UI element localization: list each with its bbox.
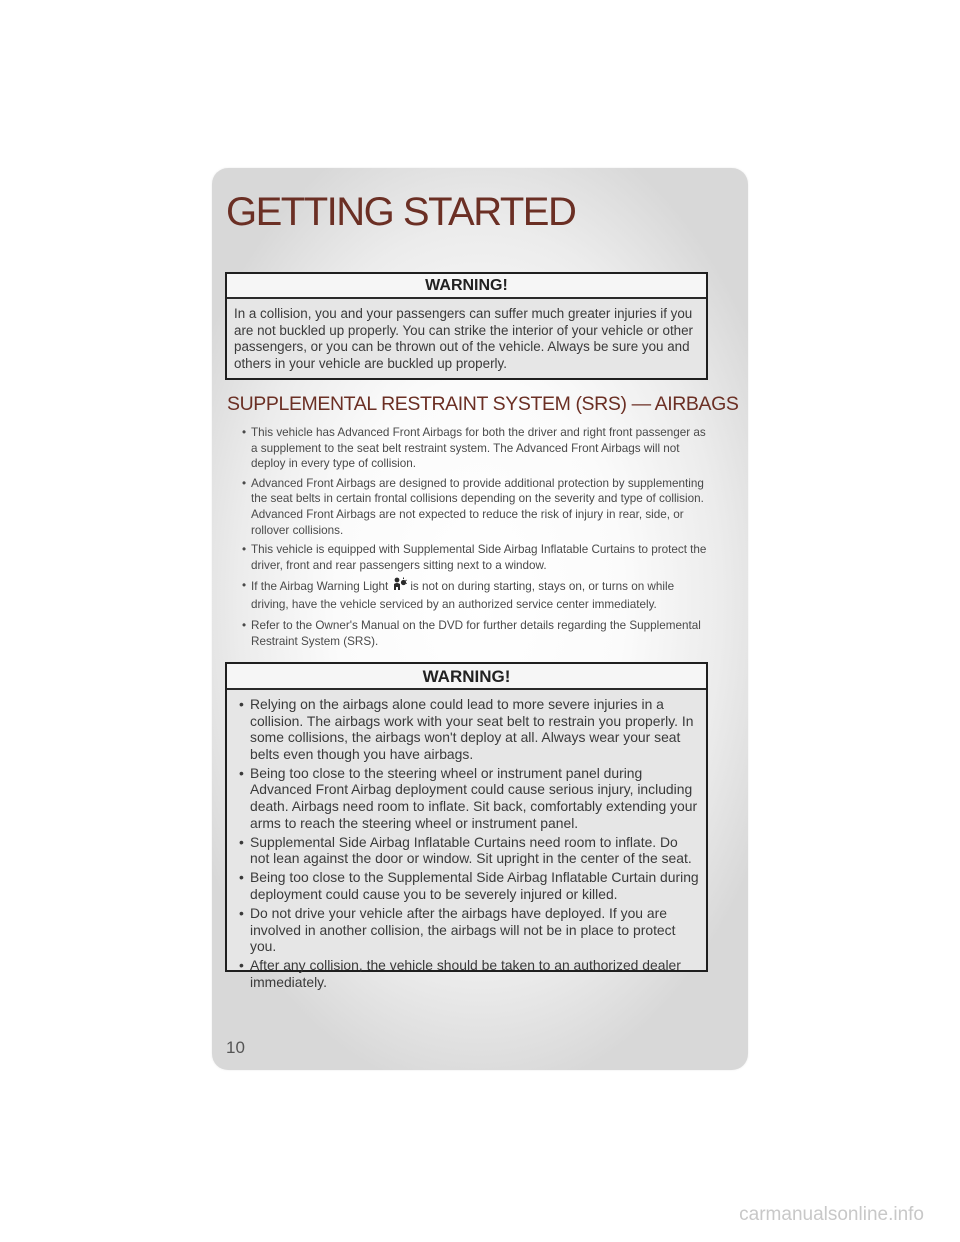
srs-bullet-list	[228, 425, 708, 654]
list-item-text: This vehicle is equipped with Supplemental Side Airbag Inflatable Curtains to protect the driver, front and rear passengers sitting next to a window.	[251, 543, 707, 572]
list-item: • Relying on the airbags alone could lead to more severe injuries in a collision. The airbags work with your seat belt to restrain you properly. In some collisions, the airbags won't deploy at all. Always wear your seat belts even though you have airbags.	[239, 696, 694, 762]
warning-bullet-list	[227, 690, 706, 991]
warning-text: In a collision, you and your passengers can suffer much greater injuries if you are not buckled up properly. You can strike the interior of your vehicle or other passengers, or you can be thrown out of the vehicle. Always be sure you and others in your vehicle are buckled up properly.	[234, 306, 694, 372]
list-item-text: Being too close to the steering wheel or instrument panel during Advanced Front Airbag deployment could cause serious injury, including death. Airbags need room to inflate. Sit back, comfortably extending your arms to reach the steering wheel or instrument panel.	[250, 764, 698, 831]
list-item: • This vehicle is equipped with Supplemental Side Airbag Inflatable Curtains to protect the driver, front and rear passengers sitting next to a window.	[242, 543, 707, 572]
list-item-text: This vehicle has Advanced Front Airbags for both the driver and right front passenger as a supplement to the seat belt restraint system. The Advanced Front Airbags will not deploy in every type of collision.	[251, 426, 706, 471]
warning-box-airbags	[225, 662, 708, 990]
list-item-text: Relying on the airbags alone could lead to more severe injuries in a collision. The airbags work with your seat belt to restrain you properly. In some collisions, the airbags won't deploy at all. Always wear your seat belts even though you have airbags.	[250, 696, 694, 762]
section-title-srs: SUPPLEMENTAL RESTRAINT SYSTEM (SRS) — AIRBAGS	[227, 393, 739, 415]
page-title: GETTING STARTED	[226, 190, 576, 234]
list-item: • Refer to the Owner's Manual on the DVD for further details regarding the Supplemental Restraint System (SRS).	[242, 619, 701, 648]
list-item-text: Supplemental Side Airbag Inflatable Curtains need room to inflate. Do not lean against the door or window. Sit upright in the center of the seat.	[250, 833, 692, 867]
page-number: 10	[226, 1038, 245, 1057]
list-item-text: Do not drive your vehicle after the airbags have deployed. If you are involved in another collision, the airbags will not be in place to protect you.	[250, 905, 676, 955]
airbag-warning-light-icon	[391, 577, 407, 592]
list-item-text: After any collision, the vehicle should be taken to an authorized dealer immediately.	[250, 957, 681, 990]
list-item-text: is not on during starting, stays on, or turns on while driving, have the vehicle serviced by an authorized service center immediately.	[251, 580, 675, 612]
list-item-text: Refer to the Owner's Manual on the DVD for further details regarding the Supplemental Restraint System (SRS).	[251, 619, 701, 648]
warning-heading: WARNING!	[227, 274, 706, 299]
list-item: • Advanced Front Airbags are designed to provide additional protection by supplementing the seat belts in certain frontal collisions depending on the severity and type of collision. Advanced Front Airbags are not expected to reduce the risk of injury in rear, side, or rollover collisions.	[242, 476, 704, 537]
list-item: • Do not drive your vehicle after the airbags have deployed. If you are involved in another collision, the airbags will not be in place to protect you.	[239, 905, 676, 955]
warning-box-seatbelt	[225, 272, 708, 380]
list-item: • This vehicle has Advanced Front Airbags for both the driver and right front passenger as a supplement to the seat belt restraint system. The Advanced Front Airbags will not deploy in every type of collision.	[242, 426, 706, 471]
list-item: • Supplemental Side Airbag Inflatable Curtains need room to inflate. Do not lean against the door or window. Sit upright in the center of the seat.	[239, 833, 692, 867]
list-item: • If the Airbag Warning Light is not on during starting, stays on, or turns on while driving, have the vehicle serviced by an authorized service center immediately.	[242, 579, 675, 612]
list-item: • After any collision, the vehicle should be taken to an authorized dealer immediately.	[239, 957, 681, 990]
warning-heading: WARNING!	[227, 664, 706, 690]
list-item-text: If the Airbag Warning Light	[251, 580, 389, 594]
list-item-text: Being too close to the Supplemental Side Airbag Inflatable Curtain during deployment could cause you to be severely injured or killed.	[250, 869, 699, 903]
list-item: • Being too close to the Supplemental Side Airbag Inflatable Curtain during deployment could cause you to be severely injured or killed.	[239, 869, 699, 903]
list-item-text: Advanced Front Airbags are designed to provide additional protection by supplementing the seat belts in certain frontal collisions depending on the severity and type of collision. Advanced Front Airbags are not expected to reduce the risk of injury in rear, side, or rollover collisions.	[251, 476, 704, 537]
list-item: • Being too close to the steering wheel or instrument panel during Advanced Front Airbag deployment could cause serious injury, including death. Airbags need room to inflate. Sit back, comfortably extending your arms to reach the steering wheel or instrument panel.	[239, 764, 698, 831]
watermark: carmanualsonline.info	[739, 1204, 924, 1225]
